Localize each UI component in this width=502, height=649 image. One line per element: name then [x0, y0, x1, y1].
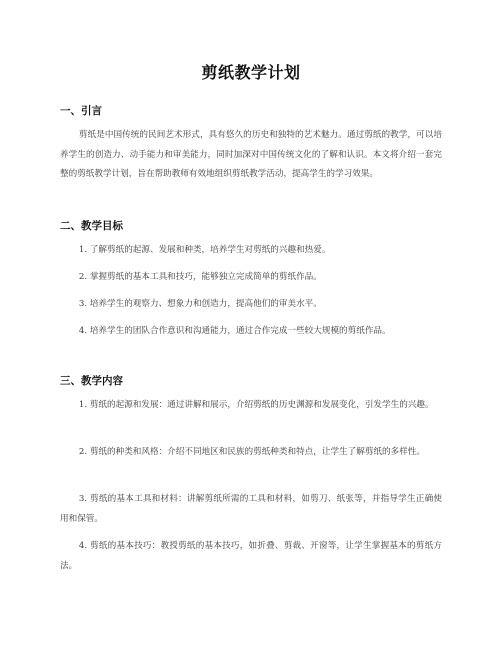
section-heading-goals: 二、教学目标	[60, 220, 123, 232]
section-heading-introduction: 一、引言	[60, 105, 102, 117]
content-item-2: 2. 剪纸的种类和风格：介绍不同地区和民族的剪纸种类和特点，让学生了解剪纸的多样性。	[78, 447, 425, 457]
goal-item-1: 1. 了解剪纸的起源、发展和种类，培养学生对剪纸的兴趣和热爱。	[78, 245, 331, 255]
content-item-4: 4. 剪纸的基本技巧：教授剪纸的基本技巧，如折叠、剪裁、开窗等，让学生掌握基本的剪纸方法。	[60, 541, 442, 571]
paragraph-introduction: 剪纸是中国传统的民间艺术形式，具有悠久的历史和独特的艺术魅力。通过剪纸的教学，可以培养学生的创造力、动手能力和审美能力，同时加深对中国传统文化的了解和认识。本文将介绍一套完整的剪纸教学计划，旨在帮助教师有效地组织剪纸教学活动，提高学生的学习效果。	[60, 130, 442, 179]
content-item-3: 3. 剪纸的基本工具和材料：讲解剪纸所需的工具和材料，如剪刀、纸张等，并指导学生正确使用和保管。	[60, 494, 442, 524]
goal-item-3: 3. 培养学生的观察力、想象力和创造力，提高他们的审美水平。	[78, 299, 322, 309]
document-title: 剪纸教学计划	[201, 63, 301, 82]
content-item-1: 1. 剪纸的起源和发展：通过讲解和展示，介绍剪纸的历史渊源和发展变化，引发学生的兴趣。	[78, 400, 434, 410]
goal-item-4: 4. 培养学生的团队合作意识和沟通能力，通过合作完成一些较大规模的剪纸作品。	[78, 326, 391, 336]
goal-item-2: 2. 掌握剪纸的基本工具和技巧，能够独立完成简单的剪纸作品。	[78, 272, 322, 282]
section-heading-content: 三、教学内容	[60, 375, 123, 387]
